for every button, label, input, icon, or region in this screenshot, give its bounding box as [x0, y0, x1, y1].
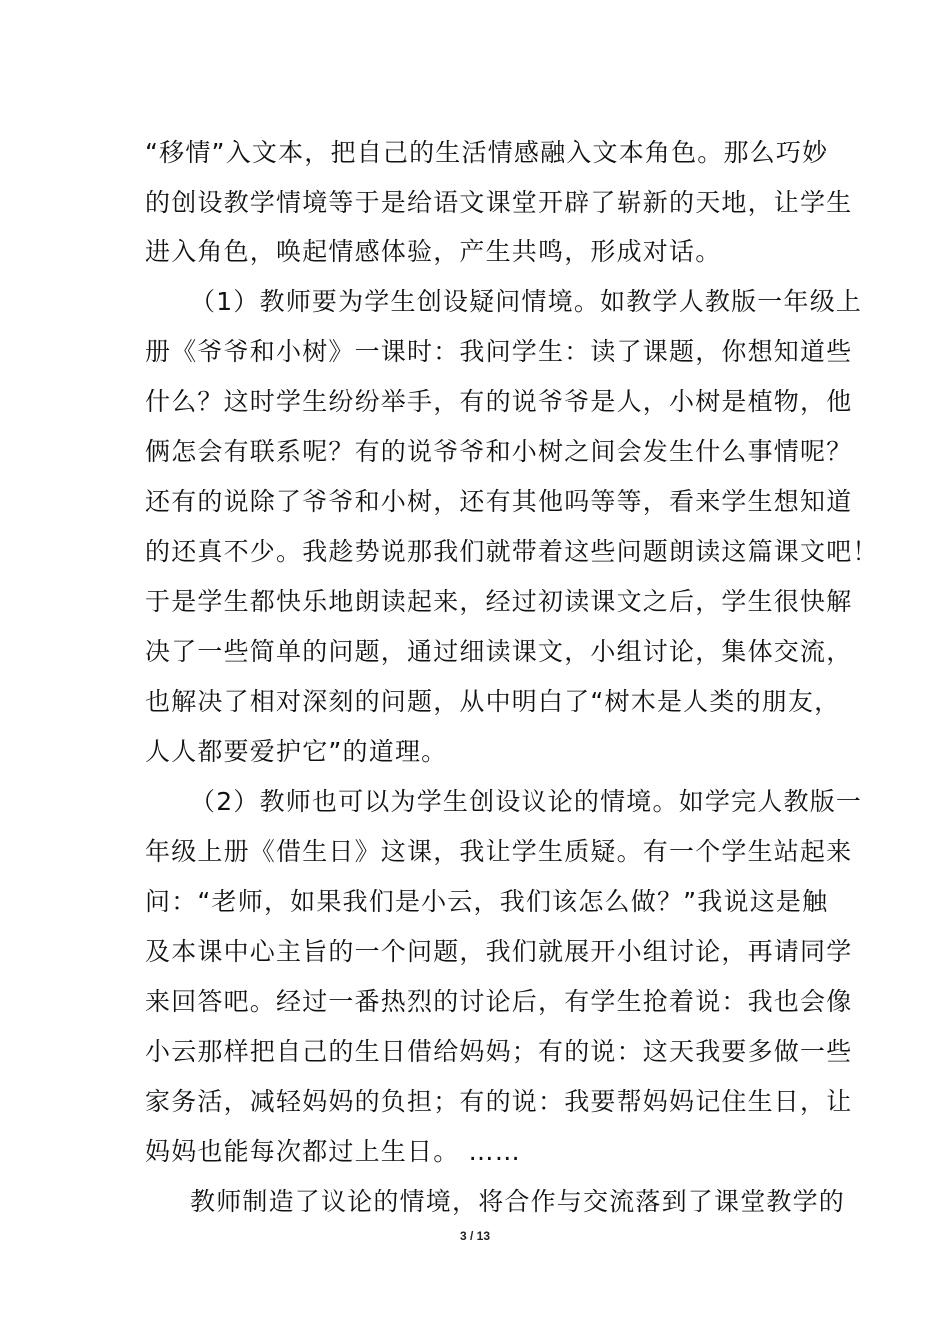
text-line: 什么？这时学生纷纷举手，有的说爷爷是人，小树是植物，他: [145, 387, 853, 416]
text-line: 家务活，减轻妈妈的负担；有的说：我要帮妈妈记住生日，让: [145, 1087, 853, 1116]
text-line: 决了一些简单的问题，通过细读课文，小组讨论，集体交流，: [145, 637, 853, 666]
page-number: 3 / 13: [459, 1229, 491, 1243]
text-line: “移情”入文本，把自己的生活情感融入文本角色。那么巧妙: [145, 138, 829, 167]
text-line: 及本课中心主旨的一个问题，我们就展开小组讨论，再请同学: [145, 937, 853, 966]
text-line: 也解决了相对深刻的问题，从中明白了“树木是人类的朋友，: [145, 687, 841, 716]
text-line: 的还真不少。我趁势说那我们就带着这些问题朗读这篇课文吧！: [145, 537, 879, 566]
text-line: 人人都要爱护它”的道理。: [145, 737, 448, 766]
text-line: 问：“老师，如果我们是小云，我们该怎么做？”我说这是触: [145, 887, 829, 916]
text-line: 教师制造了议论的情境，将合作与交流落到了课堂教学的: [190, 1187, 846, 1216]
text-line: 来回答吧。经过一番热烈的讨论后，有学生抢着说：我也会像: [145, 987, 853, 1016]
text-line: 俩怎会有联系呢？有的说爷爷和小树之间会发生什么事情呢？: [145, 437, 853, 466]
text-line: 于是学生都快乐地朗读起来，经过初读课文之后，学生很快解: [145, 587, 853, 616]
text-line: 还有的说除了爷爷和小树，还有其他吗等等，看来学生想知道: [145, 487, 853, 516]
text-line: 年级上册《借生日》这课，我让学生质疑。有一个学生站起来: [145, 837, 853, 866]
text-line: 册《爷爷和小树》一课时：我问学生：读了课题，你想知道些: [145, 337, 853, 366]
text-line: （2）教师也可以为学生创设议论的情境。如学完人教版一: [190, 787, 863, 816]
text-line: 小云那样把自己的生日借给妈妈；有的说：这天我要多做一些: [145, 1037, 853, 1066]
text-line: （1）教师要为学生创设疑问情境。如教学人教版一年级上: [190, 287, 863, 316]
text-line: 的创设教学情境等于是给语文课堂开辟了崭新的天地，让学生: [145, 188, 853, 217]
text-line: 进入角色，唤起情感体验，产生共鸣，形成对话。: [145, 237, 722, 266]
text-line: 妈妈也能每次都过上生日。 ……: [145, 1137, 521, 1166]
